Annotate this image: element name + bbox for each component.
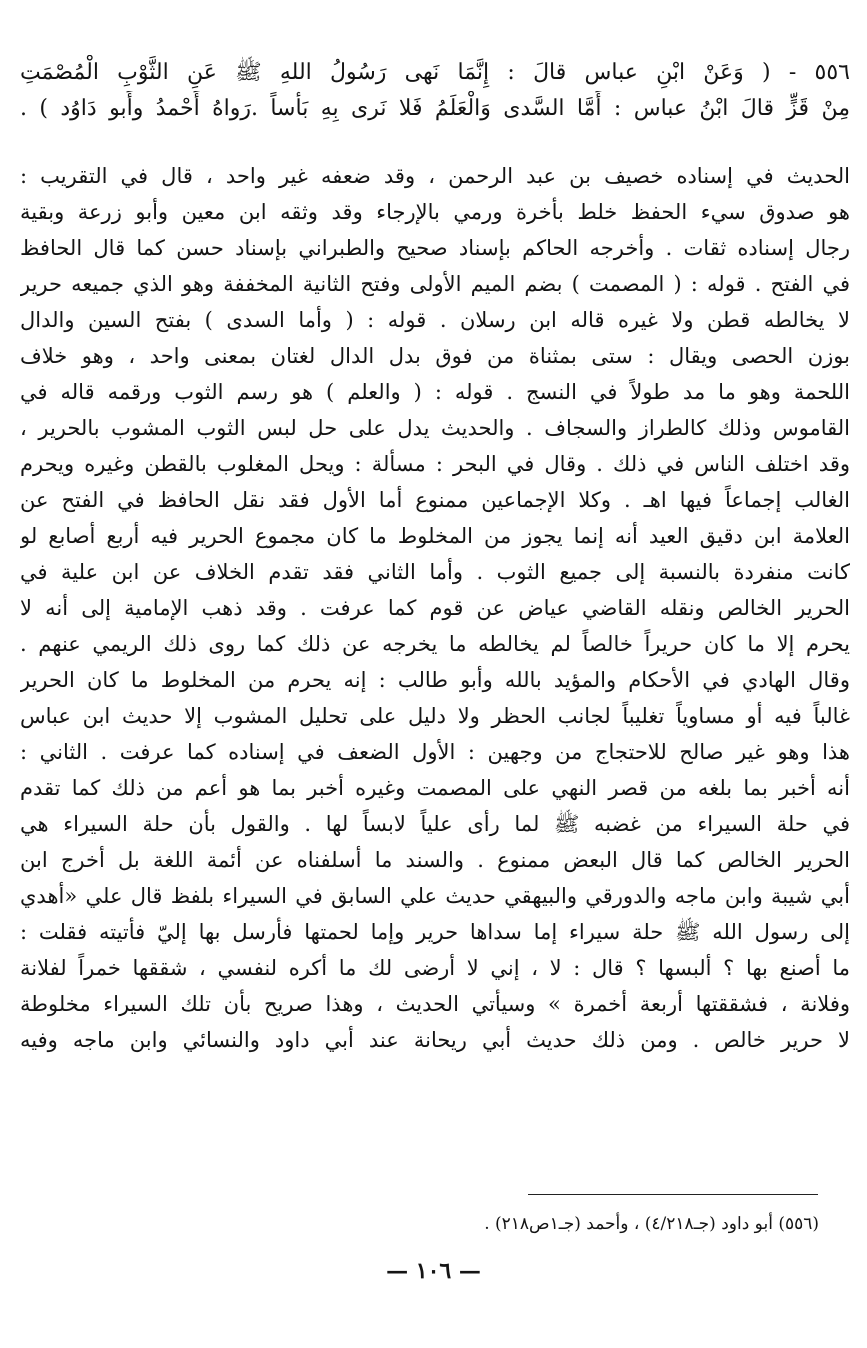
commentary-line: اللحمة وهو ما مد طولاً في النسج . قوله : ( والعلم ) هو رسم الثوب ورقمه قاله في — [20, 380, 850, 404]
hadith-line: ٥٥٦ - ( وَعَنْ ابْنِ عباس قالَ : إِنَّمَا نَهى رَسُولُ اللهِ ﷺ عَنِ الثَّوْبِ الْمُصْمَتِ — [20, 60, 850, 85]
commentary-line: أبي شيبة وابن ماجه والدورقي والبيهقي حديث علي السابق في السيراء بلفظ قال علي «أهدي — [20, 884, 850, 908]
commentary-line: كانت منفردة بالنسبة إلى جميع الثوب . وأما الثاني فقد تقدم الخلاف عن ابن علية في — [20, 560, 850, 584]
commentary-line: العلامة ابن دقيق العيد أنه إنما يجوز من المخلوط ما كان مجموع الحرير فيه أربع أصابع لو — [20, 524, 850, 548]
commentary-line: وقد اختلف الناس في ذلك . وقال في البحر : مسألة : ويحل المغلوب بالقطن وغيره ويحرم — [20, 452, 850, 476]
commentary-line: في الفتح . قوله : ( المصمت ) بضم الميم الأولى وفتح الثانية المخففة وهو الذي جميعه حرير — [20, 272, 850, 296]
commentary-line: وفلانة ، فشققتها أربعة أخمرة » وسيأتي الحديث ، وهذا صريح بأن تلك السيراء مخلوطة — [20, 992, 850, 1016]
commentary-line: الحرير الخالص ونقله القاضي عياض عن قوم كما عرفت . وقد ذهب الإمامية إلى أنه لا — [20, 596, 850, 620]
commentary-line: هذا وهو غير صالح للاحتجاج من وجهين : الأول الضعف في إسناده كما عرفت . الثاني : — [20, 740, 850, 764]
commentary-line: أنه أخبر بما بلغه من قصر النهي على المصمت وغيره أخبر بما هو أعم من ذلك كما تقدم — [20, 776, 850, 800]
commentary-line: بوزن الحصى ويقال : ستى بمثناة من فوق بدل الدال لغتان بمعنى واحد ، وهو خلاف — [20, 344, 850, 368]
footnote-divider — [528, 1194, 818, 1195]
commentary-line: وقال الهادي في الأحكام والمؤيد بالله وأبو طالب : إنه يحرم من المخلوط ما كان الحرير — [20, 668, 850, 692]
commentary-line: في حلة السيراء من غضبه ﷺ لما رأى علياً لابساً لها . والقول بأن حلة السيراء هي — [20, 812, 850, 836]
hadith-text — [20, 55, 850, 127]
page-number: — ١٠٦ — — [386, 1258, 481, 1284]
commentary-line: الحرير الخالص كما قال البعض ممنوع . والسند ما أسلفناه عن أئمة اللغة بل أخرج ابن — [20, 848, 850, 872]
commentary-line: يحرم إلا ما كان حريراً خالصاً لم يخالطه ما يخرجه عن ذلك كما روى ذلك الريمي عنهم . — [20, 632, 850, 656]
hadith-line: مِنْ قَزٍّ قالَ ابْنُ عباس : أَمَّا السَّدى وَالْعَلَمُ فَلا نَرى بِهِ بَأْساً .رَواهُ أَحْمدُ وأَبو دَاوُد ) . — [20, 96, 850, 121]
commentary-line: هو صدوق سيء الحفظ خلط بأخرة ورمي بالإرجاء وقد وثقه ابن معين وأبو زرعة وبقية — [20, 200, 850, 224]
commentary-line: إلى رسول الله ﷺ حلة سيراء إما سداها حرير وإما لحمتها فأرسل بها إليّ فأتيته فقلت : — [20, 920, 850, 944]
commentary-line: غالباً فيه أو مساوياً تغليباً لجانب الحظر ولا دليل على تحليل المشوب إلا حديث ابن عباس — [20, 704, 850, 728]
commentary-line: ما أصنع بها ؟ ألبسها ؟ قال : لا ، إني لا أرضى لك ما أكره لنفسي ، شققها خمراً لفلانة — [20, 956, 850, 980]
commentary-line: لا حرير خالص . ومن ذلك حديث أبي ريحانة عند أبي داود والنسائي وابن ماجه وفيه — [20, 1028, 850, 1052]
commentary-line: الغالب إجماعاً فيها اهـ . وكلا الإجماعين ممنوع أما الأول فقد نقل الحافظ في الفتح عن — [20, 488, 850, 512]
commentary-text — [20, 158, 850, 1058]
commentary-line: الحديث في إسناده خصيف بن عبد الرحمن ، وقد ضعفه غير واحد ، قال في التقريب : — [20, 164, 850, 188]
commentary-line: القاموس وذلك كالطراز والسجاف . والحديث يدل على حل لبس الثوب المشوب بالحرير ، — [20, 416, 850, 440]
commentary-line: رجال إسناده ثقات . وأخرجه الحاكم بإسناد صحيح والطبراني بإسناد حسن كما قال الحافظ — [20, 236, 850, 260]
footnote: (٥٥٦) أبو داود (جـ٤/٢١٨) ، وأحمد (جـ١ص٢١٨) . — [484, 1214, 819, 1234]
commentary-line: لا يخالطه قطن ولا غيره قاله ابن رسلان . قوله : ( وأما السدى ) بفتح السين والدال — [20, 308, 850, 332]
